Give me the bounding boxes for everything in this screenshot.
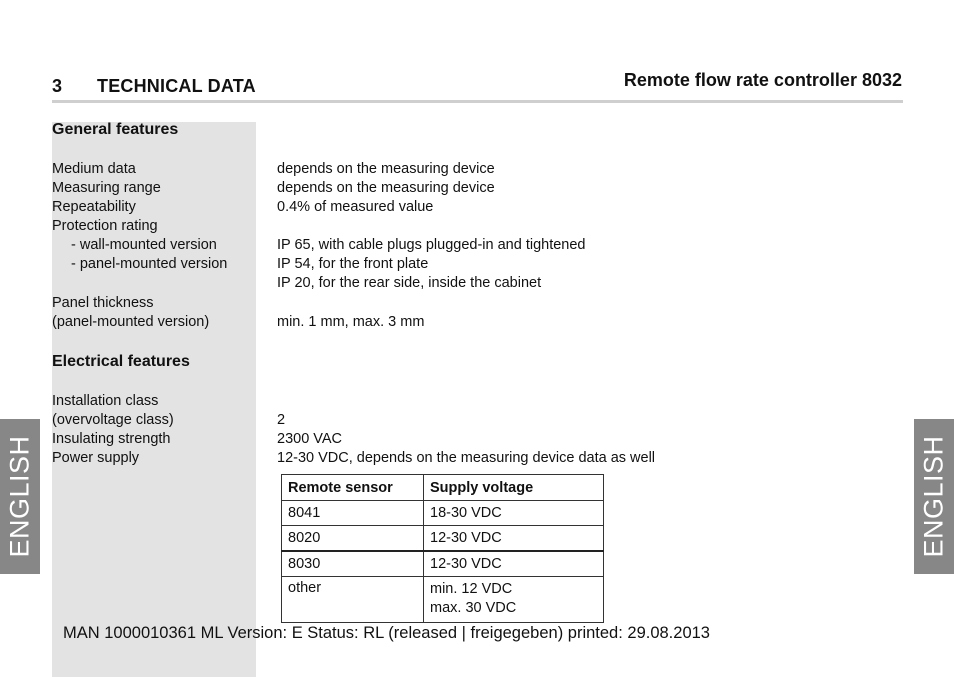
- spec-label: (overvoltage class): [52, 412, 174, 428]
- column-header: Supply voltage: [424, 475, 604, 501]
- header-divider: [52, 100, 903, 103]
- document-footer: MAN 1000010361 ML Version: E Status: RL (released | freigegeben) printed: 29.08.2013: [63, 624, 710, 642]
- spec-label: Power supply: [52, 450, 140, 466]
- table-row: [282, 577, 604, 623]
- spec-value: depends on the measuring device: [277, 161, 495, 177]
- spec-value: 0.4% of measured value: [277, 199, 434, 215]
- spec-value: depends on the measuring device: [277, 180, 495, 196]
- spec-value: IP 54, for the front plate: [277, 256, 429, 272]
- table-cell-line: min. 12 VDC: [430, 581, 513, 597]
- spec-sublabel: - wall-mounted version: [71, 237, 217, 253]
- table-row: [282, 526, 604, 552]
- spec-value: 2: [277, 412, 286, 428]
- table-cell-line: max. 30 VDC: [430, 600, 517, 616]
- spec-label: Installation class: [52, 393, 159, 409]
- spec-label: Repeatability: [52, 199, 136, 215]
- section-title: TECHNICAL DATA: [97, 76, 256, 96]
- spec-value: IP 20, for the rear side, inside the cabinet: [277, 275, 542, 291]
- language-tab-label: ENGLISH: [4, 435, 35, 558]
- spec-label: (panel-mounted version): [52, 314, 210, 330]
- supply-voltage-table: [281, 474, 604, 623]
- table-cell: other: [282, 577, 424, 623]
- spec-label: Measuring range: [52, 180, 161, 196]
- product-title: Remote flow rate controller 8032: [623, 70, 902, 90]
- table-cell: 18-30 VDC: [424, 501, 604, 526]
- table-header-row: [282, 475, 604, 501]
- table-cell: 12-30 VDC: [424, 551, 604, 577]
- section-number: 3: [52, 76, 63, 96]
- table-cell: [424, 577, 604, 623]
- general-features-heading: General features: [52, 121, 179, 138]
- table-cell: 8041: [282, 501, 424, 526]
- spec-label: Medium data: [52, 161, 136, 177]
- spec-value: min. 1 mm, max. 3 mm: [277, 314, 425, 330]
- electrical-features-heading: Electrical features: [52, 353, 190, 370]
- table-cell: 8020: [282, 526, 424, 552]
- spec-value: 12-30 VDC, depends on the measuring device data as well: [277, 450, 656, 466]
- table-cell: 12-30 VDC: [424, 526, 604, 552]
- spec-sublabel: - panel-mounted version: [71, 256, 228, 272]
- spec-label: Panel thickness: [52, 295, 154, 311]
- column-header: Remote sensor: [282, 475, 424, 501]
- language-tab-left: [0, 419, 40, 574]
- table-row: [282, 551, 604, 577]
- language-tab-right: [914, 419, 954, 574]
- spec-value: IP 65, with cable plugs plugged-in and tightened: [277, 237, 586, 253]
- table-cell: 8030: [282, 551, 424, 577]
- language-tab-label: ENGLISH: [918, 435, 949, 558]
- spec-label: Protection rating: [52, 218, 158, 234]
- spec-label: Insulating strength: [52, 431, 171, 447]
- spec-value: 2300 VAC: [277, 431, 343, 447]
- table-row: [282, 501, 604, 526]
